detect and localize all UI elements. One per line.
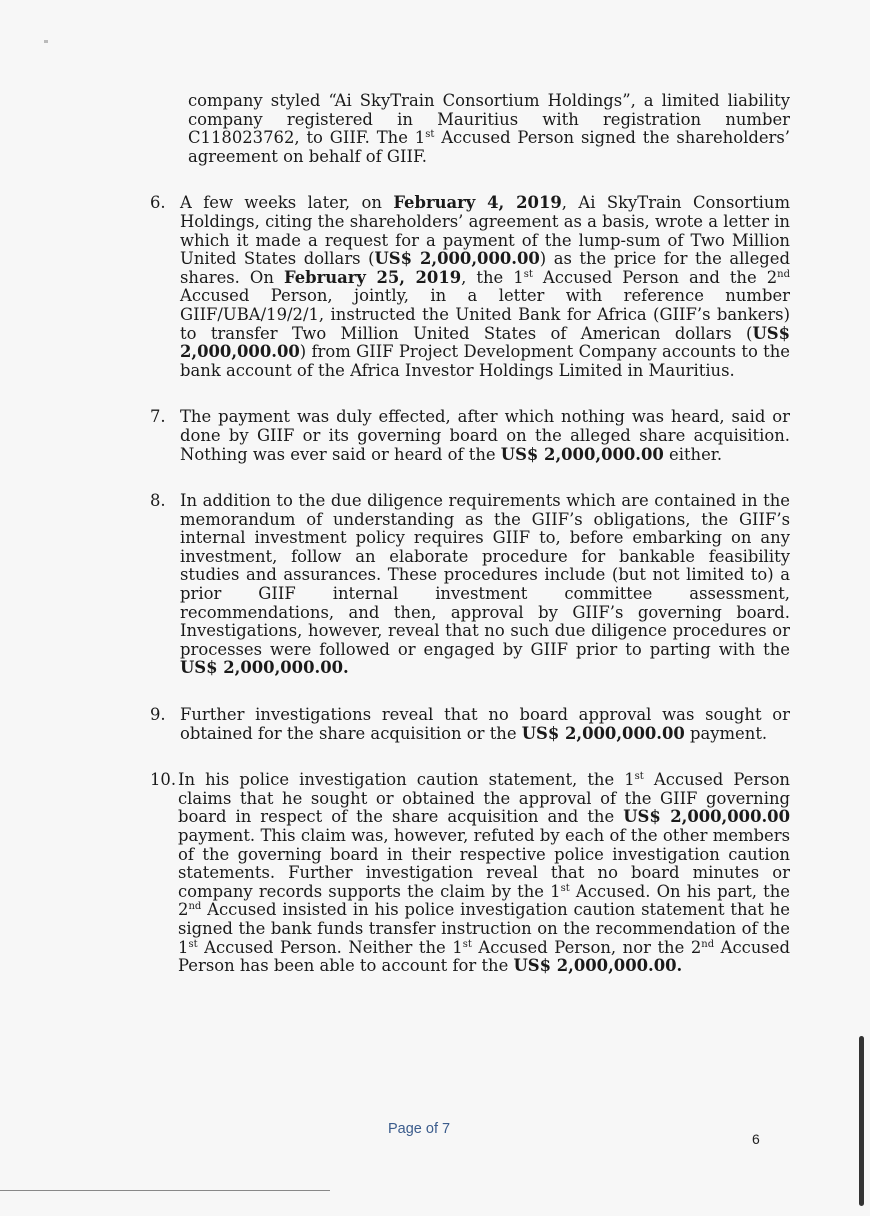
text-run: payment. This claim was, however, refuted by each of the other members of the governing board in their respective police investigation caution statements. Further investigation reveal that no board minutes or company records supports the claim by the 1 (178, 826, 790, 901)
page-footer-label: Page of 7 (388, 1121, 451, 1137)
list-item (150, 408, 790, 464)
bold-text: US$ 2,000,000.00. (180, 658, 349, 678)
text-run: Accused. On his part, the 2 (178, 881, 790, 920)
text-run: Accused Person signed the shareholders’ agreement on behalf of GIIF. (188, 128, 790, 166)
text-run: , the 1 (461, 267, 524, 287)
text-run: Accused Person has been able to account for the (178, 937, 790, 976)
superscript-text: nd (188, 901, 202, 913)
item-text (180, 408, 790, 464)
bold-text: US$ 2,000,000.00 (500, 444, 664, 464)
text-run: either. (663, 444, 723, 464)
superscript-text: st (523, 268, 533, 280)
list-item (150, 492, 790, 678)
bold-text: US$ 2,000,000.00 (180, 323, 790, 362)
continued-paragraph (188, 92, 790, 166)
text-run: Accused Person claims that he sought or obtained the approval of the GIIF governing board in respect of the share acquisition and the (178, 770, 790, 827)
superscript-text: nd (701, 938, 715, 950)
text-run: The payment was duly effected, after which nothing was heard, said or done by GIIF or its governing board on the alleged share acquisition. Nothing was ever said or heard of the (180, 407, 790, 464)
item-text (178, 771, 790, 976)
text-run: In his police investigation caution statement, the 1 (178, 770, 635, 790)
superscript-text: st (425, 129, 435, 141)
superscript-text: nd (777, 268, 790, 280)
bold-text: US$ 2,000,000.00 (521, 723, 685, 743)
document-body (150, 92, 790, 976)
text-run: ) from GIIF Project Development Company accounts to the bank account of the Africa Investor Holdings Limited in Mauritius. (180, 342, 790, 380)
list-item (150, 706, 790, 743)
text-run: Accused Person, jointly, in a letter with reference number GIIF/UBA/19/2/1, instructed the United Bank for Africa (GIIF’s bankers) to transfer Two Million United States of American dollars ( (180, 286, 790, 343)
text-run: Accused insisted in his police investigation caution statement that he signed the bank funds transfer instruction on the recommendation of the 1 (178, 900, 790, 957)
item-number: 6. (150, 193, 166, 213)
text-run: company styled “Ai SkyTrain Consortium Holdings”, a limited liability company registered in Mauritius with registration number C118023762, to GIIF. The 1 (188, 91, 790, 148)
list-item (150, 194, 790, 380)
text-run: ) as the price for the alleged shares. On (180, 249, 790, 287)
bold-text: US$ 2,000,000.00. (513, 956, 683, 976)
bold-text: US$ 2,000,000.00 (623, 807, 790, 827)
text-run: Accused Person. Neither the 1 (197, 937, 463, 957)
superscript-text: st (634, 771, 644, 783)
text-run: Accused Person, nor the 2 (471, 937, 702, 957)
item-number: 10. (150, 770, 177, 790)
text-run: Further investigations reveal that no board approval was sought or obtained for the share acquisition or the (180, 705, 790, 743)
bold-text: February 25, 2019 (283, 267, 462, 287)
list-item (150, 771, 790, 976)
bold-text: US$ 2,000,000.00 (374, 249, 540, 269)
superscript-text: st (188, 938, 198, 950)
scan-mark (44, 40, 48, 43)
text-run: In addition to the due diligence requirements which are contained in the memorandum of understanding as the GIIF’s obligations, the GIIF’s internal investment policy requires GIIF to, before embarking on any investment, follow an elaborate procedure for bankable feasibility studies and assurances. These procedures include (but not limited to) a prior GIIF internal investment committee assessment, recommendations, and then, approval by GIIF’s governing board. Investigations, however, reveal that no such due diligence procedures or processes were followed or engaged by GIIF prior to parting with the (180, 491, 790, 659)
text-run: , Ai SkyTrain Consortium Holdings, citing the shareholders’ agreement as a basis, wrote a letter in which it made a request for a payment of the lump-sum of Two Million United States dollars ( (180, 193, 790, 269)
superscript-text: st (560, 882, 570, 894)
item-text (180, 706, 790, 743)
page-number: 6 (752, 1131, 760, 1147)
scrollbar[interactable] (859, 1036, 864, 1206)
footer-divider (0, 1190, 330, 1191)
item-number: 7. (150, 407, 166, 427)
superscript-text: st (462, 938, 472, 950)
text-run: A few weeks later, on (180, 193, 394, 213)
numbered-list (150, 194, 790, 975)
item-number: 9. (150, 705, 166, 725)
text-run: payment. (684, 723, 768, 743)
text-run: Accused Person and the 2 (532, 267, 778, 287)
item-number: 8. (150, 491, 166, 511)
item-text (180, 492, 790, 678)
item-text (180, 194, 790, 380)
bold-text: February 4, 2019 (393, 193, 562, 213)
